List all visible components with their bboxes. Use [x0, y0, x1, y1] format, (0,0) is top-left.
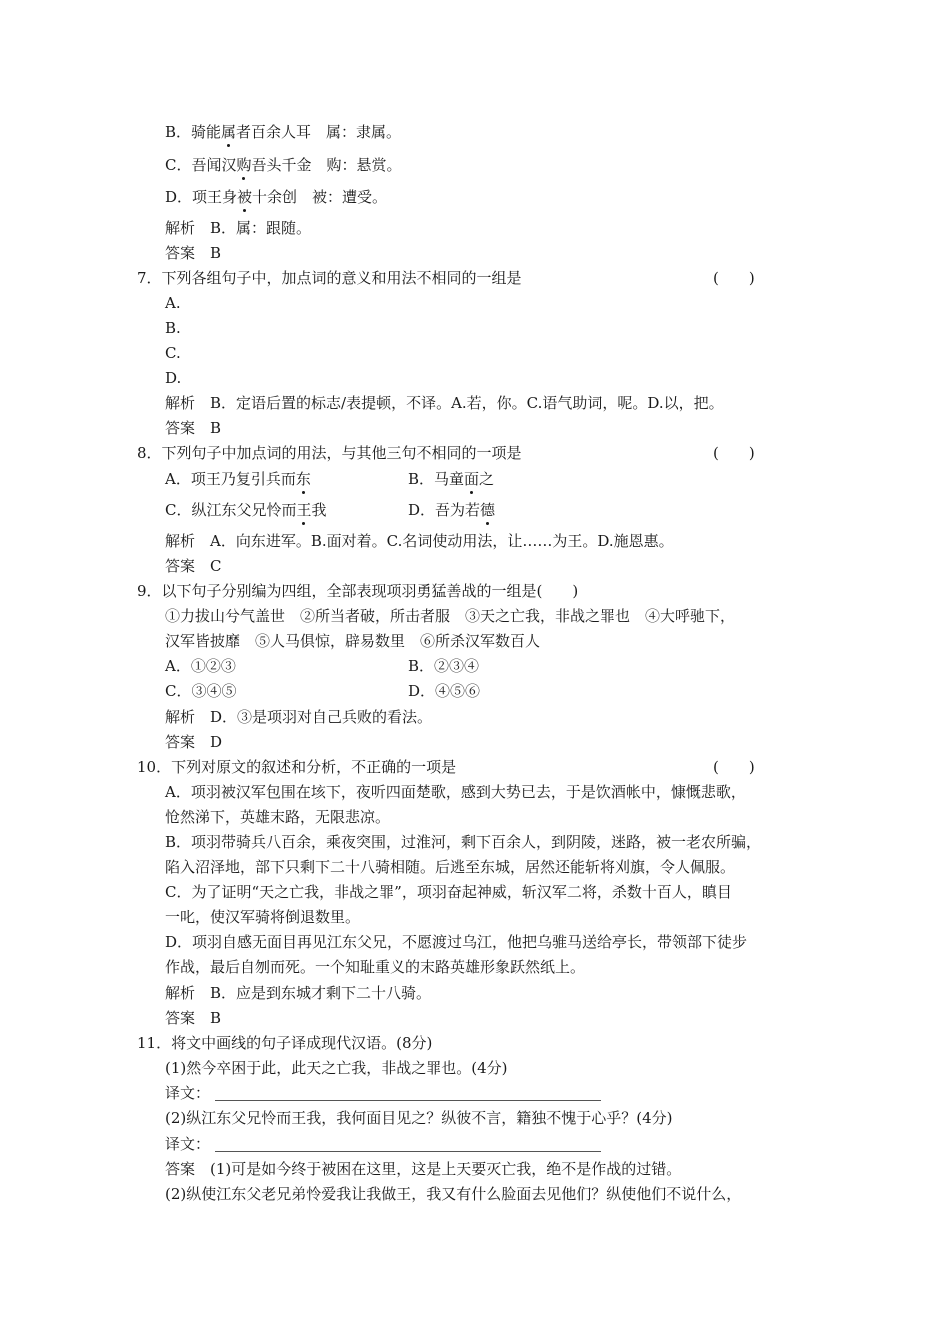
- q8-answer-blank: ( ): [713, 444, 755, 462]
- q8-option-b: [408, 469, 494, 489]
- q7-analysis: 解析 B．定语后置的标志/表提顿，不译。A.若，你。C.语气助词，呢。D.以，把。: [165, 394, 724, 412]
- q8-answer: 答案 C: [165, 557, 222, 575]
- q8-option-c-post: 我: [311, 501, 327, 519]
- q11-translation-blank-2[interactable]: [215, 1151, 601, 1152]
- q6-option-c-pre: C．吾闻汉: [165, 156, 237, 174]
- q6-option-b-post: 者百余人耳 属：隶属。: [236, 123, 402, 141]
- q6-option-d: [165, 187, 387, 207]
- q10-option-c-line-2: 一叱，使汉军骑将倒退数里。: [165, 908, 361, 926]
- q11-stem: 11．将文中画线的句子译成现代汉语。(8分): [137, 1034, 433, 1052]
- q9-option-d: D．④⑤⑥: [408, 682, 481, 700]
- q8-stem: 8．下列句子中加点词的用法，与其他三句不相同的一项是: [137, 444, 522, 462]
- q11-sentence-1: (1)然今卒困于此，此天之亡我，非战之罪也。(4分): [165, 1059, 508, 1077]
- q7-option-a: A.: [165, 294, 181, 312]
- q6-option-b-pre: B．骑能: [165, 123, 222, 141]
- q6-option-d-dotted-word: 被: [237, 188, 253, 206]
- q9-answer: 答案 D: [165, 733, 223, 751]
- q10-option-d-line-1: D．项羽自感无面目再见江东父兄，不愿渡过乌江，他把乌骓马送给亭长，带领部下徒步: [165, 933, 748, 951]
- q7-answer: 答案 B: [165, 419, 222, 437]
- q9-stem: 9．以下句子分别编为四组，全部表现项羽勇猛善战的一组是( ): [137, 582, 579, 600]
- q10-option-d-line-2: 作战，最后自刎而死。一个知耻重义的末路英雄形象跃然纸上。: [165, 958, 586, 976]
- q10-option-a-line-1: A．项羽被汉军包围在垓下，夜听四面楚歌，感到大势已去，于是饮酒帐中，慷慨悲歌，: [165, 783, 746, 801]
- q9-option-b: B．②③④: [408, 657, 480, 675]
- q10-answer: 答案 B: [165, 1009, 222, 1027]
- q11-answer-1: 答案 (1)可是如今终于被困在这里，这是上天要灭亡我，绝不是作战的过错。: [165, 1160, 682, 1178]
- q9-analysis: 解析 D．③是项羽对自己兵败的看法。: [165, 708, 433, 726]
- q6-option-c-post: 吾头千金 购：悬赏。: [251, 156, 402, 174]
- q10-option-b-line-2: 陷入沼泽地，部下只剩下二十八骑相随。后逃至东城，居然还能斩将刈旗，令人佩服。: [165, 858, 736, 876]
- q11-answer-2: (2)纵使江东父老兄弟怜爱我让我做王，我又有什么脸面去见他们？纵使他们不说什么，: [165, 1185, 742, 1203]
- q6-option-b: [165, 122, 401, 142]
- q6-answer: 答案 B: [165, 244, 222, 262]
- q6-option-c: [165, 155, 402, 175]
- q8-option-a-dotted-word: 东: [295, 470, 311, 488]
- q8-option-d-pre: D．吾为若: [408, 501, 481, 519]
- q8-option-d-dotted-word: 德: [480, 501, 496, 519]
- q6-option-d-post: 十余创 被：遭受。: [252, 188, 388, 206]
- q9-items-line-1: ①力拔山兮气盖世 ②所当者破，所击者服 ③天之亡我，非战之罪也 ④大呼驰下，: [165, 607, 736, 625]
- q8-option-b-post: 之: [479, 470, 495, 488]
- q10-analysis: 解析 B．应是到东城才剩下二十八骑。: [165, 984, 432, 1002]
- q8-option-b-dotted-word: 面: [464, 470, 480, 488]
- q6-option-d-pre: D．项王身: [165, 188, 238, 206]
- q9-option-c: C．③④⑤: [165, 682, 237, 700]
- q10-option-b-line-1: B．项羽带骑兵八百余，乘夜突围，过淮河，剩下百余人，到阴陵，迷路，被一老农所骗，: [165, 833, 762, 851]
- q9-option-a: A．①②③: [165, 657, 236, 675]
- q11-translation-label-2: 译文：: [165, 1135, 211, 1153]
- q10-option-a-line-2: 怆然涕下，英雄末路，无限悲凉。: [165, 808, 391, 826]
- q8-option-a-pre: A．项王乃复引兵而: [165, 470, 296, 488]
- q8-option-d: [408, 500, 495, 520]
- q11-translation-blank-1[interactable]: [215, 1100, 601, 1101]
- q9-items-line-2: 汉军皆披靡 ⑤人马俱惊，辟易数里 ⑥所杀汉军数百人: [165, 632, 541, 650]
- q7-stem: 7．下列各组句子中，加点词的意义和用法不相同的一组是: [137, 269, 522, 287]
- q11-translation-label-1: 译文：: [165, 1084, 211, 1102]
- q6-option-c-dotted-word: 购: [236, 156, 252, 174]
- q8-option-b-pre: B．马童: [408, 470, 465, 488]
- q10-option-c-line-1: C．为了证明“天之亡我，非战之罪”，项羽奋起神威，斩汉军二将，杀数十百人，瞋目: [165, 883, 732, 901]
- q8-option-c-dotted-word: 王: [296, 501, 312, 519]
- q10-answer-blank: ( ): [713, 758, 755, 776]
- q6-option-b-dotted-word: 属: [221, 123, 237, 141]
- q6-analysis: 解析 B．属：跟随。: [165, 219, 312, 237]
- q8-analysis: 解析 A．向东进军。B.面对着。C.名词使动用法，让……为王。D.施恩惠。: [165, 532, 674, 550]
- q7-option-b: B.: [165, 319, 181, 337]
- q8-option-c: [165, 500, 327, 520]
- q8-option-c-pre: C．纵江东父兄怜而: [165, 501, 297, 519]
- q11-sentence-2: (2)纵江东父兄怜而王我，我何面目见之？纵彼不言，籍独不愧于心乎？(4分): [165, 1109, 673, 1127]
- q7-option-c: C.: [165, 344, 181, 362]
- q8-option-a: [165, 469, 311, 489]
- q7-option-d: D.: [165, 369, 182, 387]
- q10-stem: 10．下列对原文的叙述和分析，不正确的一项是: [137, 758, 457, 776]
- q7-answer-blank: ( ): [713, 269, 755, 287]
